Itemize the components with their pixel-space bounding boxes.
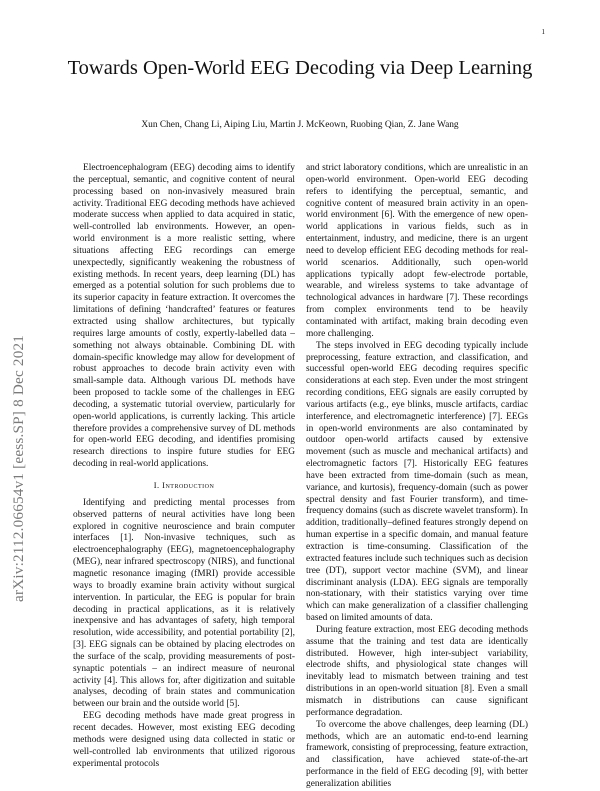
- section-heading-introduction: I. Introduction: [153, 480, 215, 490]
- body-paragraph: EEG decoding methods have made great progress in recent decades. However, most existing EEG decoding methods were designed using data collected in static or well-controlled lab environments that utilized rigorous experimental protocols: [73, 711, 295, 769]
- body-paragraph: During feature extraction, most EEG decoding methods assume that the training and test data are identically distributed. However, high inter-subject variability, electrode shifts, and physiological state changes will inevitably lead to mismatch between training and test distributions in an open-world situation [8]. Even a small mismatch in distributions can cause significant performance degradation.: [306, 624, 528, 718]
- page-number: 1: [541, 28, 545, 36]
- arxiv-stamp: arXiv:2112.06654v1 [eess.SP] 8 Dec 2021: [10, 334, 27, 602]
- body-paragraph: To overcome the above challenges, deep learning (DL) methods, which are an automatic end-to-end learning framework, consisting of preprocessing, feature extraction, and classification, have achieved state-of-the-art performance in the field of EEG decoding [9], with better generalization abilities: [306, 719, 528, 789]
- left-column: [73, 163, 295, 770]
- body-paragraph: The steps involved in EEG decoding typically include preprocessing, feature extraction, and classification, and successful open-world EEG decoding requires specific considerations at each step. Even under the most stringent recording conditions, EEG signals are easily corrupted by various artifacts (e.g., eye blinks, muscle artifacts, cardiac interference, and electromagnetic interference) [7]. EEGs in open-world environments are also contaminated by outdoor open-world artifacts caused by extensive movement (such as muscle and mechanical artifacts) and electromagnetic factors [7]. Historically EEG features have been extracted from time-domain (such as mean, variance, and kurtosis), frequency-domain (such as power spectral density and fast Fourier transform), and time-frequency domains (such as discrete wavelet transform). In addition, traditionally–defined features strongly depend on human expertise in a specific domain, and manual feature extraction is time-consuming. Classification of the extracted features include such techniques such as decision tree (DT), support vector machine (SVM), and linear discriminant analysis (LDA). EEG signals are temporally non-stationary, with their statistics varying over time which can make generalization of a classifier challenging based on limited amounts of data.: [306, 340, 528, 624]
- abstract-text: Electroencephalogram (EEG) decoding aims to identify the perceptual, semantic, and cognitive content of neural processing based on non-invasively measured brain activity. Traditional EEG decoding methods have achieved moderate success when applied to data acquired in static, well-controlled lab environments. However, an open-world environment is a more realistic setting, where situations affecting EEG recordings can emerge unexpectedly, significantly weakening the robustness of existing methods. In recent years, deep learning (DL) has emerged as a potential solution for such problems due to its superior capacity in feature extraction. It overcomes the limitations of defining ‘handcrafted’ features or features extracted using shallow architectures, but typically requires large amounts of costly, expertly-labelled data – something not always obtainable. Combining DL with domain-specific knowledge may allow for development of robust approaches to decode brain activity even with small-sample data. Although various DL methods have been proposed to tackle some of the challenges in EEG decoding, a systematic tutorial overview, particularly for open-world applications, is currently lacking. This article therefore provides a comprehensive survey of DL methods for open-world EEG decoding, and identifies promising research directions to inspire future studies for EEG decoding in real-world applications.: [73, 163, 295, 470]
- paper-title: Towards Open-World EEG Decoding via Deep Learning: [67, 57, 533, 79]
- body-paragraph: and strict laboratory conditions, which are unrealistic in an open-world environment. Open-world EEG decoding refers to identifying the perceptual, semantic, and cognitive content of measured brain activity in an open-world environment [6]. With the emergence of new open-world applications in various fields, such as in entertainment, industry, and medicine, there is an urgent need to develop efficient EEG decoding methods for real-world scenarios. Additionally, such open-world applications typically adopt few-electrode portable, wearable, and wireless systems to take advantage of technological advances in hardware [7]. These recordings from complex environments tend to be heavily contaminated with artifact, making brain decoding even more challenging.: [306, 163, 528, 339]
- right-column: [306, 163, 528, 791]
- body-paragraph: Identifying and predicting mental processes from observed patterns of neural activities have long been explored in cognitive neuroscience and brain computer interfaces [1]. Non-invasive techniques, such as electroencephalography (EEG), magnetoencephalography (MEG), near infrared spectroscopy (NIRS), and functional magnetic resonance imaging (fMRI) provide accessible ways to broadly examine brain activity without surgical intervention. In particular, the EEG is popular for brain decoding in practical applications, as it is relatively inexpensive and has advantages of safety, high temporal resolution, wide accessibility, and potential portability [2], [3]. EEG signals can be obtained by placing electrodes on the surface of the scalp, providing measurements of post-synaptic potentials – an indirect measure of neuronal activity [4]. This allows for, after digitization and suitable analyses, decoding of brain states and communication between our brain and the outside world [5].: [73, 497, 295, 710]
- author-list: Xun Chen, Chang Li, Aiping Liu, Martin J. McKeown, Ruobing Qian, Z. Jane Wang: [141, 120, 459, 130]
- abstract: [73, 163, 295, 471]
